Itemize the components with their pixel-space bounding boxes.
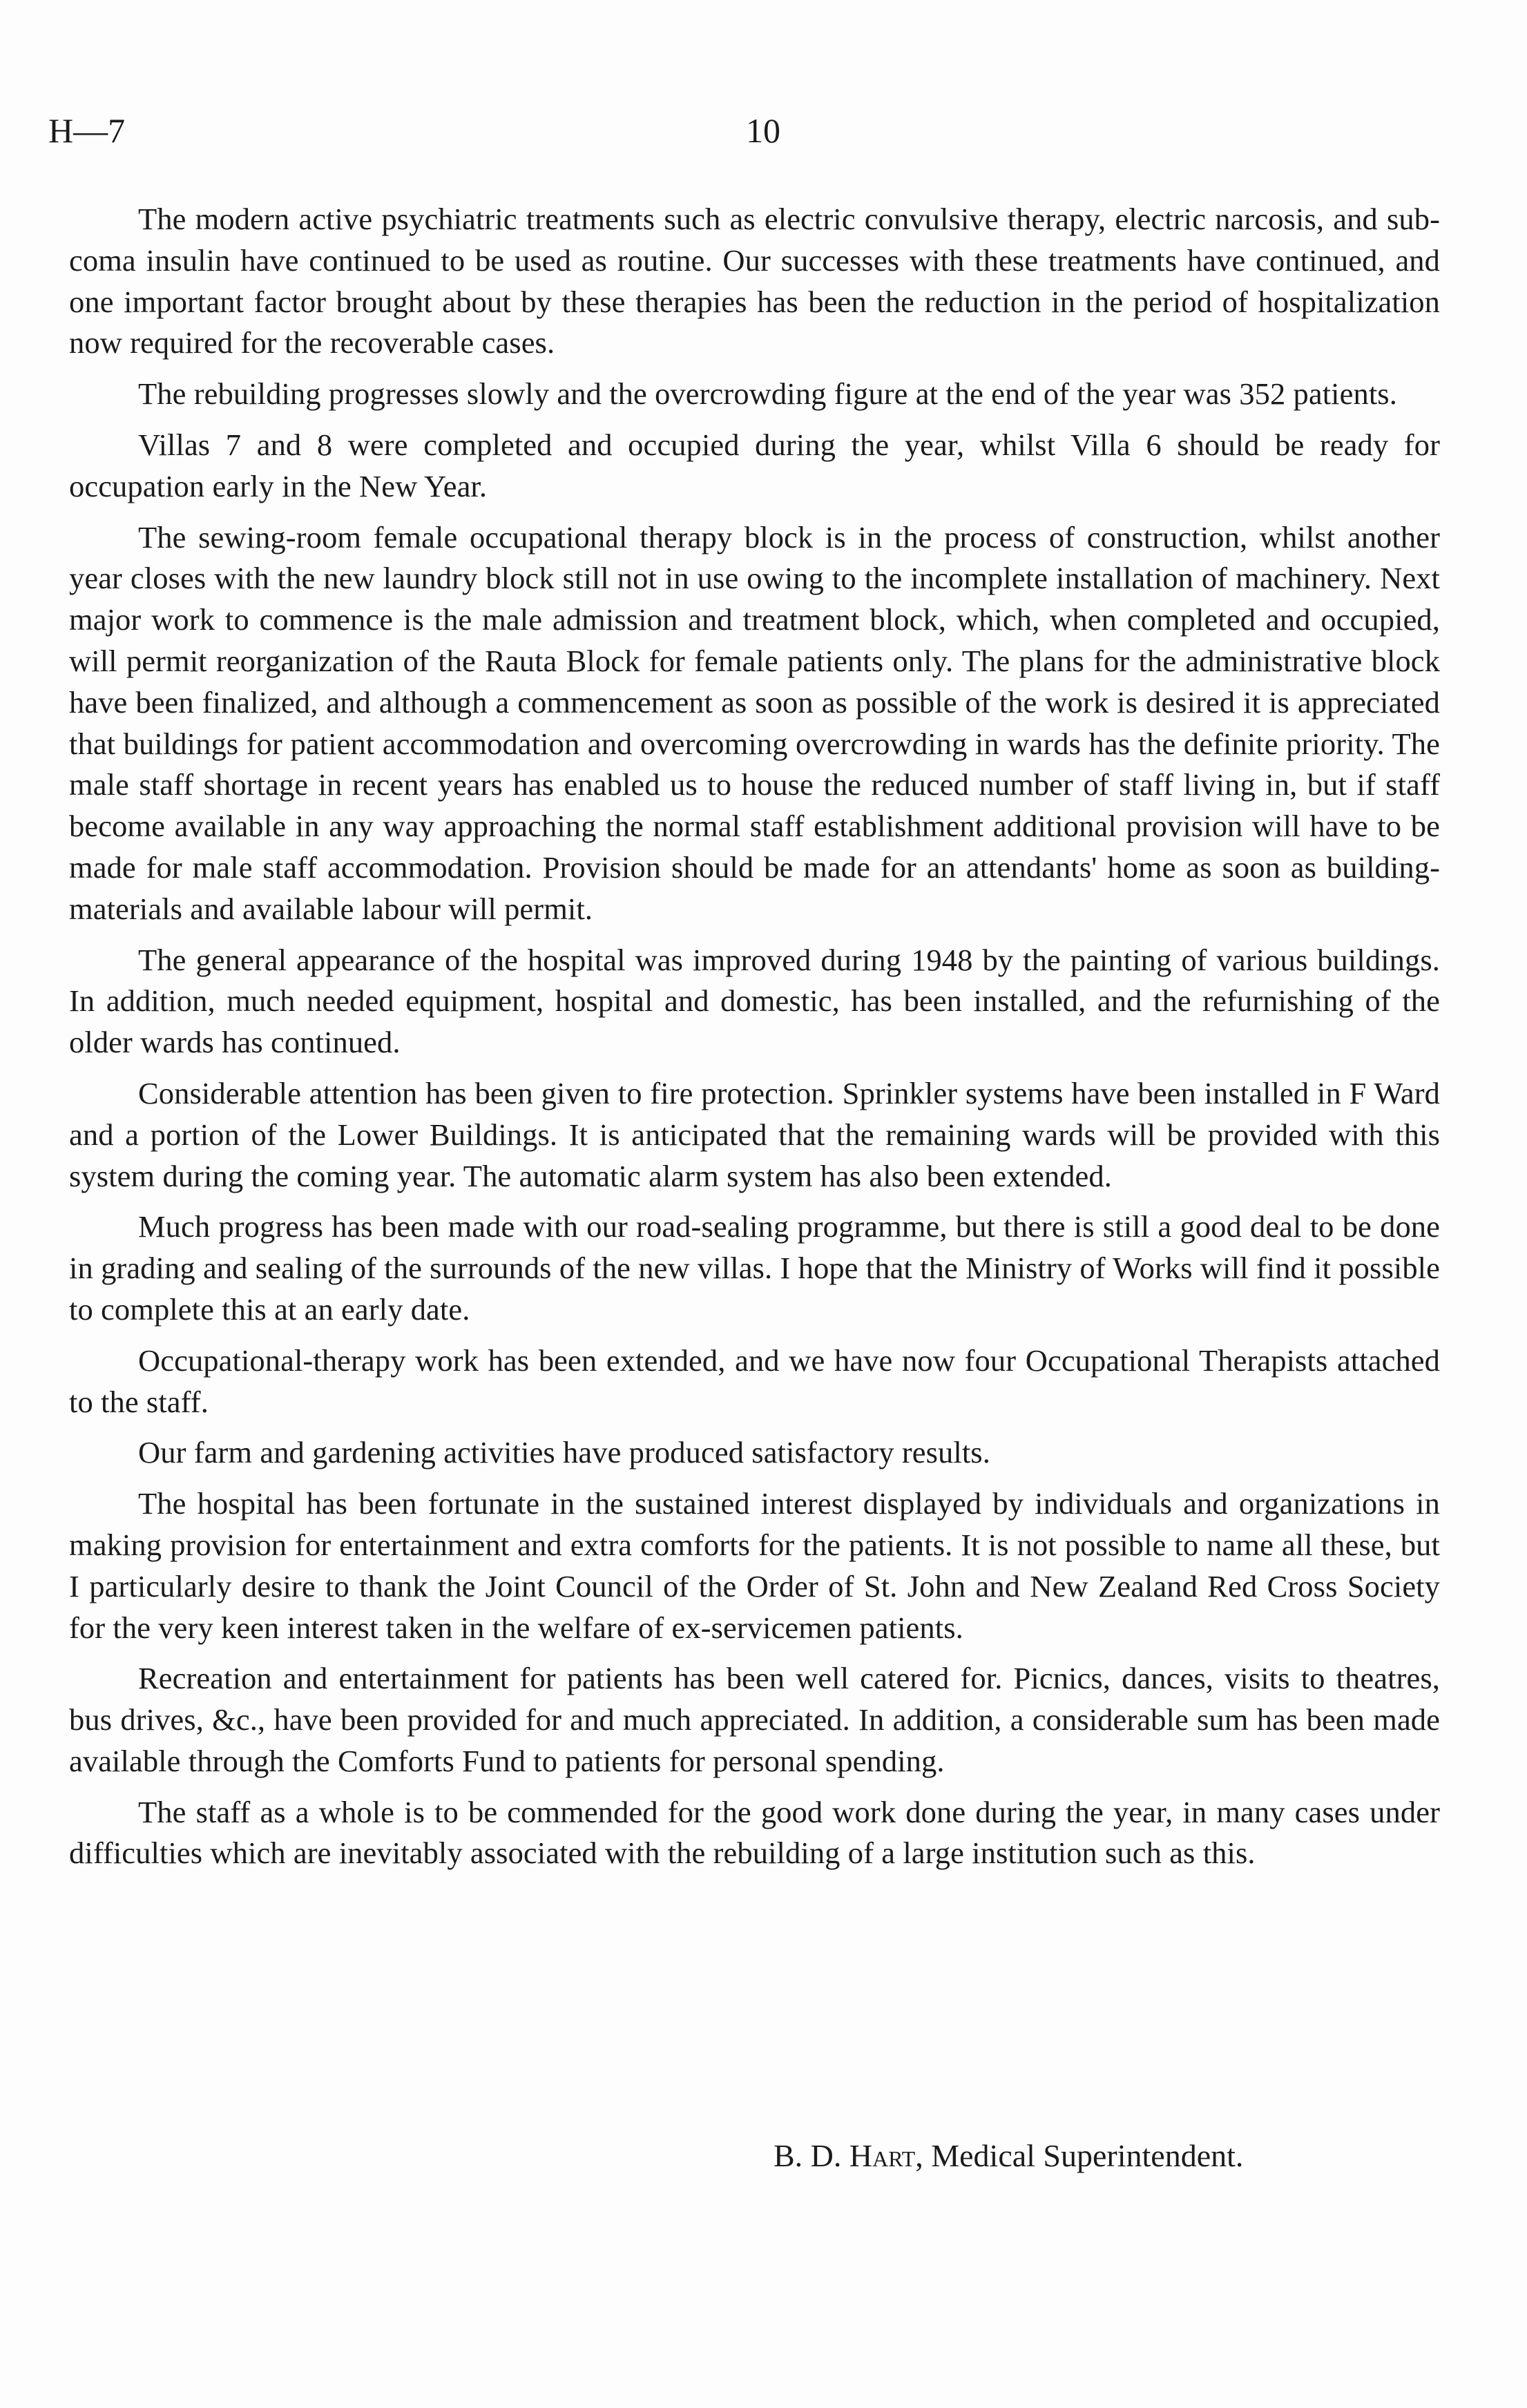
paragraph-appearance: The general appearance of the hospital was improved during 1948 by the painting of various buildings. In addition, much needed equipment, hospital and domestic, has been installed, and the refurnishing of the older wards has continued. bbox=[69, 942, 1440, 1060]
paragraph-construction: The sewing-room female occupational therapy block is in the process of construction, whilst another year closes with the new laundry block still not in use owing to the incomplete installation of machinery. Next major work to commence is the male admission and treatment block, which, when completed and occupied, will permit reorganization of the Rauta Block for female patients only. The plans for the administrative block have been finalized, and although a commencement as soon as possible of the work is desired it is appreciated that buildings for patient accommodation and overcoming overcrowding in wards has the definite priority. The male staff shortage in recent years has enabled us to house the reduced number of staff living in, but if staff become available in any way approaching the normal staff establishment additional provision will have to be made for male staff accommodation. Provision should be made for an attendants' home as soon as building-materials and available labour will permit. bbox=[69, 519, 1440, 926]
signature-surname: Hart bbox=[849, 2138, 916, 2173]
page-header bbox=[48, 110, 1430, 166]
paragraph-road-sealing: Much progress has been made with our road-sealing programme, but there is still a good deal to be done in grading and sealing of the surrounds of the new villas. I hope that the Ministry of Works will find it possible to complete this at an early date. bbox=[69, 1209, 1440, 1327]
paragraph-interest: The hospital has been fortunate in the sustained interest displayed by individuals and organizations in making provision for entertainment and extra comforts for the patients. It is not possible to name all these, but I particularly desire to thank the Joint Council of the Order of St. John and New Zealand Red Cross Society for the very keen interest taken in the welfare of ex-servicemen patients. bbox=[69, 1486, 1440, 1645]
paragraph-staff: The staff as a whole is to be commended for the good work done during the year, in many cases under difficulties which are inevitably associated with the rebuilding of a large institution such as this. bbox=[69, 1794, 1440, 1871]
page-number: 10 bbox=[746, 111, 780, 150]
signature-initials: B. D. bbox=[774, 2138, 842, 2173]
series-code: H—7 bbox=[48, 111, 126, 150]
signature-name bbox=[774, 2138, 915, 2173]
paragraph-rebuilding: The rebuilding progresses slowly and the overcrowding figure at the end of the year was 352 patients. bbox=[138, 376, 1397, 412]
paragraph-treatments: The modern active psychiatric treatments such as electric convulsive therapy, electric narcosis, and sub-coma insulin have continued to be used as routine. Our successes with these treatments have continued, and one important factor brought about by these therapies has been the reduction in the period of hospitalization now required for the recoverable cases. bbox=[69, 202, 1440, 360]
body-text bbox=[69, 199, 1440, 1884]
signature bbox=[774, 2137, 1243, 2174]
signature-title: , Medical Superintendent. bbox=[915, 2138, 1244, 2173]
paragraph-occupational-therapy: Occupational-therapy work has been extended, and we have now four Occupational Therapists attached to the staff. bbox=[69, 1342, 1440, 1419]
paragraph-villas: Villas 7 and 8 were completed and occupied during the year, whilst Villa 6 should be ready for occupation early in the New Year. bbox=[69, 427, 1440, 503]
paragraph-recreation: Recreation and entertainment for patients has been well catered for. Picnics, dances, visits to theatres, bus drives, &c., have been provided for and much appreciated. In addition, a considerable sum has been made available through the Comforts Fund to patients for personal spending. bbox=[69, 1661, 1440, 1778]
paragraph-farm: Our farm and gardening activities have produced satisfactory results. bbox=[138, 1435, 990, 1470]
paragraph-fire-protection: Considerable attention has been given to fire protection. Sprinkler systems have been installed in F Ward and a portion of the Lower Buildings. It is anticipated that the remaining wards will be provided with this system during the coming year. The automatic alarm system has also been extended. bbox=[69, 1075, 1440, 1193]
